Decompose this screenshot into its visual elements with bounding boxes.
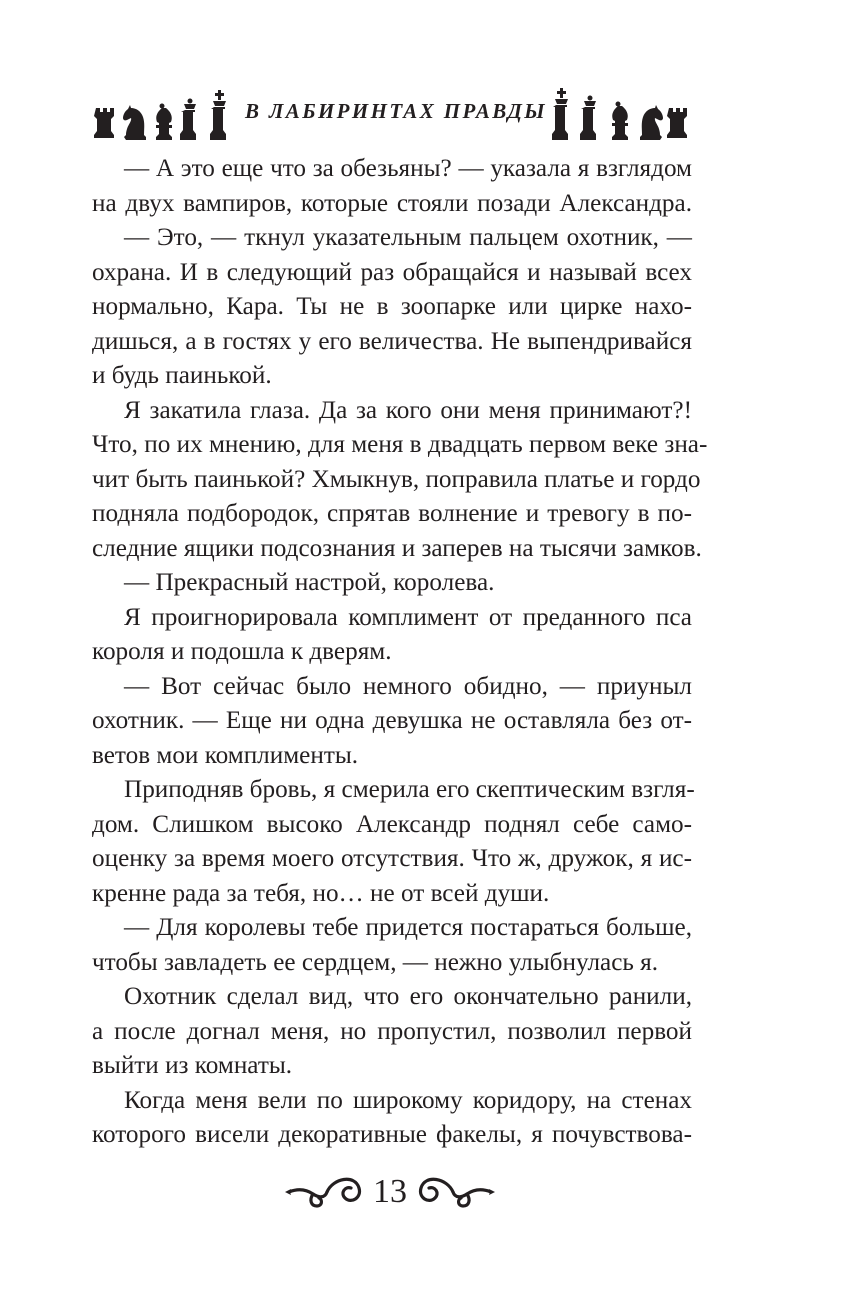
- bishop-icon: [156, 104, 172, 141]
- text-line: — Вот сейчас было немного обидно, — приуныл: [124, 672, 692, 700]
- text-line: — Это, — ткнул указательным пальцем охотник, —: [124, 224, 692, 251]
- text-line: Когда меня вели по широкому коридору, на стенах: [124, 1086, 692, 1114]
- text-line: выйти из комнаты.: [92, 1052, 293, 1079]
- text-line: охотник. — Еще ни одна девушка не оставляла без от-: [92, 707, 692, 734]
- text-line: которого висели декоративные факелы, я почувствова-: [92, 1121, 692, 1148]
- king-icon: [210, 90, 226, 140]
- text-line: дишься, а в гостях у его величества. Не выпендривайся: [92, 327, 692, 355]
- chess-pieces-right: [550, 82, 692, 144]
- text-line: Приподняв бровь, я смерила его скептическим взгля-: [124, 776, 695, 803]
- rook-icon: [94, 108, 114, 138]
- text-line: чит быть паинькой? Хмыкнув, поправила платье и гордо: [92, 465, 701, 493]
- queen-icon: [180, 99, 196, 141]
- text-line: Что, по их мнению, для меня в двадцать первом веке зна-: [92, 431, 708, 458]
- text-line: чтобы завладеть ее сердцем, — нежно улыбнулась я.: [92, 948, 659, 976]
- text-line: — А это еще что за обезьяны? — указала я взглядом: [124, 155, 692, 182]
- text-line: дом. Слишком высоко Александр поднял себе само-: [92, 810, 692, 838]
- running-header: [92, 82, 692, 144]
- text-line: — Прекрасный настрой, королева.: [124, 569, 495, 596]
- text-line: следние ящики подсознания и заперев на тысячи замков.: [92, 534, 702, 562]
- text-line: Я закатила глаза. Да за кого они меня принимают?!: [124, 396, 692, 424]
- king-icon: [552, 88, 568, 140]
- text-line: кренне рада за тебя, но… не от всей души.: [92, 879, 550, 907]
- page-footer: [283, 1158, 497, 1224]
- page-number: 13: [373, 1173, 407, 1210]
- text-line: и будь паинькой.: [92, 362, 272, 389]
- text-line: охрана. И в следующий раз обращайся и называй всех: [92, 258, 692, 286]
- text-line: оценку за время моего отсутствия. Что ж, дружок, я ис-: [92, 845, 692, 872]
- text-line: а после догнал меня, но пропустил, позволил первой: [92, 1017, 692, 1045]
- text-line: Я проигнорировала комплимент от преданного пса: [124, 603, 692, 631]
- rook-icon: [667, 108, 687, 138]
- text-line: — Для королевы тебе придется постараться больше,: [124, 914, 692, 941]
- body-text: [92, 152, 708, 1153]
- text-line: нормально, Кара. Ты не в зоопарке или цирке нахо-: [92, 293, 692, 320]
- text-line: короля и подошла к дверям.: [92, 638, 392, 665]
- text-line: ветов мои комплименты.: [92, 741, 359, 769]
- queen-icon: [580, 96, 596, 141]
- knight-icon: [640, 105, 663, 140]
- text-line: Охотник сделал вид, что его окончательно ранили,: [124, 983, 692, 1010]
- text-line: подняла подбородок, спрятав волнение и тревогу в по-: [92, 500, 692, 527]
- knight-icon: [123, 105, 146, 140]
- running-title: В ЛАБИРИНТАХ ПРАВДЫ: [244, 99, 548, 123]
- chess-pieces-left: [92, 82, 242, 144]
- bishop-icon: [612, 102, 628, 141]
- text-line: на двух вампиров, которые стояли позади Александра.: [92, 189, 692, 217]
